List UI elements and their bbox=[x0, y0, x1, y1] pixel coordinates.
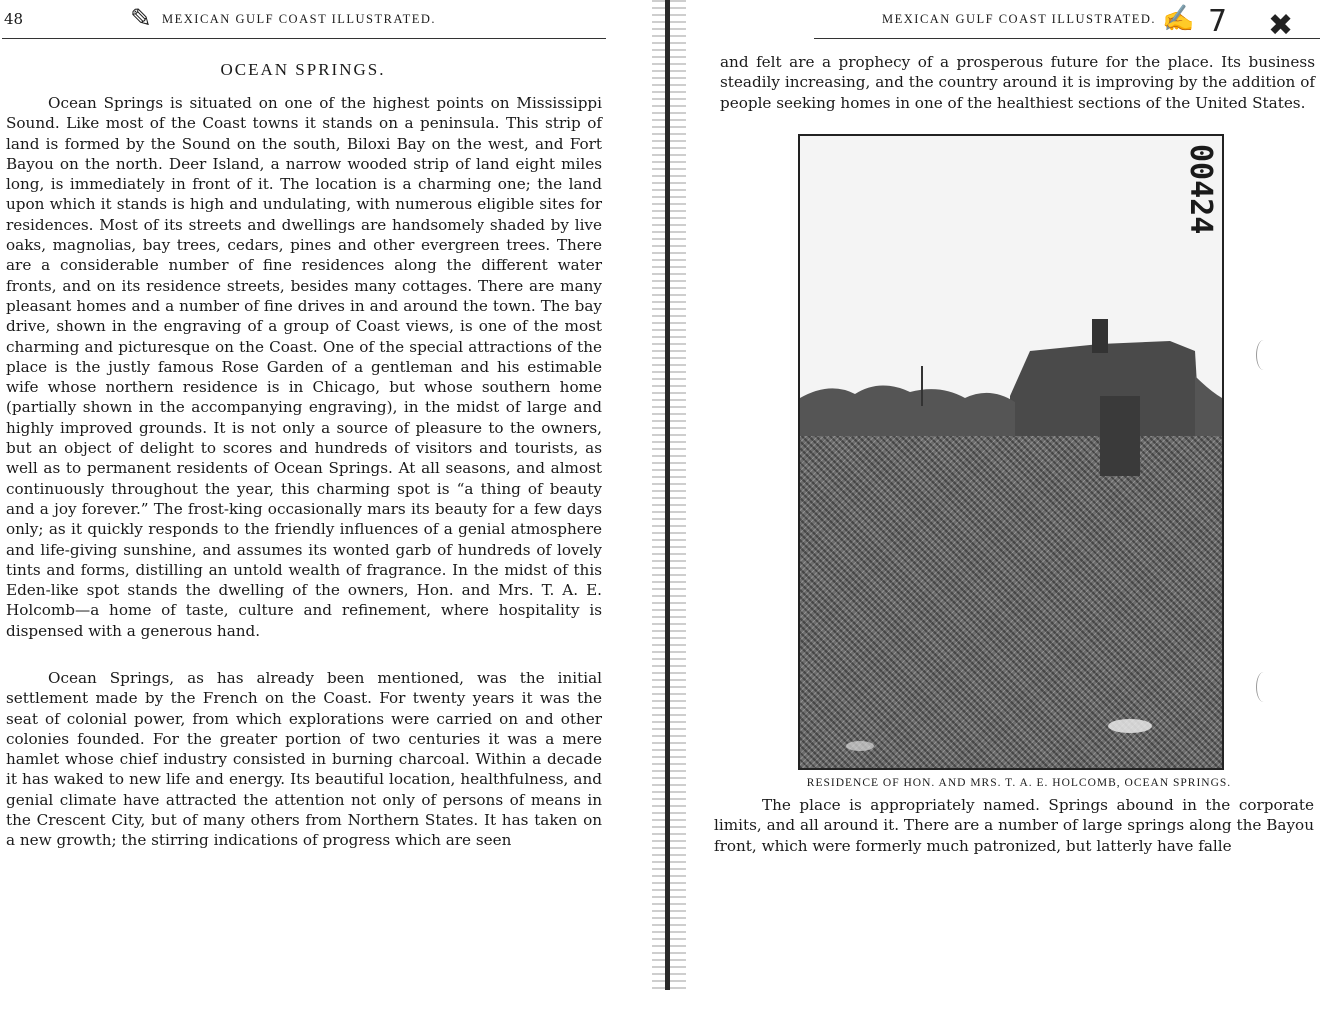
article-title: OCEAN SPRINGS. bbox=[220, 60, 386, 79]
page-number: 48 bbox=[4, 10, 24, 28]
paragraph-text: Ocean Springs is situated on one of the highest points on Mississippi Sound. Like most of the Coast towns it stands on a peninsula. This strip of land is formed by the Sound on the south, Biloxi Bay on the west, and Fort Bayou on the north. Deer Island, a narrow wooded strip of land eight miles long, is immediately in front of it. The location is a charming one; the land upon which it stands is high and undulating, with numerous eligible sites for residences. Most of its streets and dwellings are handsomely shaded by live oaks, magnolias, bay trees, cedars, pines and other evergreen trees. There are a considerable number of fine residences along the different water fronts, and on its residence streets, besides many cottages. There are many pleasant homes and a number of fine drives in and around the town. The bay drive, shown in the engraving of a group of Coast views, is one of the most charming and picturesque on the Coast. One of the special attractions of the place is the justly famous Rose Garden of a gentleman and his estimable wife whose northern residence is in Chicago, but whose southern home (partially shown in the accompanying engraving), in the midst of large and highly improved grounds. It is not only a source of pleasure to the owners, but an object of delight to scores and hundreds of visitors and tourists, as well as to permanent residents of Ocean Springs. At all seasons, and almost continuously throughout the year, this charming spot is “a thing of beauty and a joy forever.” The frost-king occasionally mars its beauty for a few days only; as it quickly responds to the friendly influences of a genial atmosphere and life-giving sunshine, and assumes its wonted garb of hundreds of lovely tints and forms, distilling an untold wealth of fragrance. In the midst of this Eden-like spot stands the dwelling of the owners, Hon. and Mrs. T. A. E. Holcomb—a home of taste, culture and refinement, where hospitality is dispensed with a generous hand. bbox=[6, 94, 602, 640]
after-figure-paragraph bbox=[714, 795, 1314, 856]
tree-canopy bbox=[800, 385, 1015, 436]
residence-engraving bbox=[798, 134, 1224, 770]
running-head-right: MEXICAN GULF COAST ILLUSTRATED. bbox=[882, 12, 1157, 26]
light-spot bbox=[1108, 719, 1152, 733]
pointing-hand-icon: ✍ bbox=[1162, 4, 1195, 34]
house-chimney bbox=[1092, 319, 1108, 353]
light-spot bbox=[846, 741, 874, 751]
right-page bbox=[700, 0, 1320, 1020]
body-paragraph-1 bbox=[6, 93, 602, 641]
house-facade bbox=[1100, 396, 1140, 476]
left-page-header bbox=[0, 4, 606, 36]
continuation-paragraph bbox=[720, 52, 1315, 113]
figure-caption: RESIDENCE OF HON. AND MRS. T. A. E. HOLCOMB, OCEAN SPRINGS. bbox=[806, 777, 1232, 789]
body-paragraph-2 bbox=[6, 668, 602, 851]
book-gutter bbox=[652, 0, 686, 990]
paragraph-text: and felt are a prophecy of a prosperous future for the place. Its business steadily increasing, and the country around it is improving by the addition of people seeking homes in one of the healthiest sections of the United States. bbox=[720, 53, 1315, 112]
running-head-left: MEXICAN GULF COAST ILLUSTRATED. bbox=[162, 12, 437, 26]
margin-hole-mark bbox=[1256, 672, 1271, 702]
engraving-illustration bbox=[800, 136, 1222, 768]
pointing-hand-icon: ✎ bbox=[130, 4, 152, 34]
tree-canopy-right bbox=[1195, 376, 1222, 436]
handwritten-page-mark: 7 bbox=[1208, 4, 1228, 39]
header-rule bbox=[814, 38, 1320, 39]
paragraph-text: The place is appropriately named. Springs abound in the corporate limits, and all around it. There are a number of large springs along the Bayou front, which were formerly much patronized, but latterly have falle bbox=[714, 796, 1314, 855]
margin-hole-mark bbox=[1256, 340, 1271, 370]
left-page bbox=[0, 0, 640, 1020]
corner-cross-mark: ✖ bbox=[1268, 8, 1294, 43]
gutter-line bbox=[665, 0, 670, 990]
header-rule bbox=[2, 38, 606, 39]
archive-stamp-number: 00424 bbox=[1183, 144, 1218, 235]
paragraph-text: Ocean Springs, as has already been mentioned, was the initial settlement made by the French on the Coast. For twenty years it was the seat of colonial power, from which explorations were carried on and other colonies founded. For the greater portion of two centuries it was a mere hamlet whose chief industry consisted in burning charcoal. Within a decade it has waked to new life and energy. Its beautiful location, healthfulness, and genial climate have attracted the attention not only of persons of means in the Crescent City, but of many others from Northern States. It has taken on a new growth; the stirring indications of progress which are seen bbox=[6, 669, 602, 850]
